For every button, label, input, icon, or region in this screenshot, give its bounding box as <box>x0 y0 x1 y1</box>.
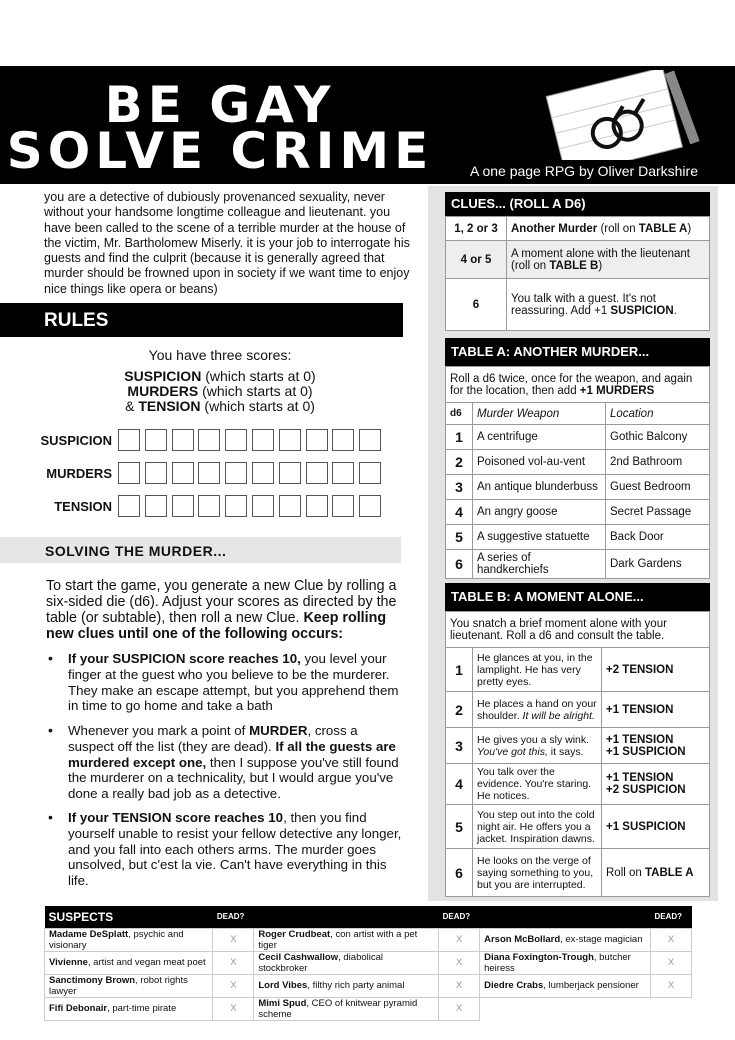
table-row <box>446 367 710 403</box>
moment-text: You step out into the cold night air. He offers you a jacket. Inspiration dawns. <box>473 805 602 849</box>
dead-checkbox[interactable]: X <box>439 974 480 997</box>
table-b-title: TABLE B: A MOMENT ALONE... <box>445 583 710 611</box>
suspects-table <box>44 906 692 1021</box>
suspect-name: Diana Foxington-Trough, butcher heiress <box>480 951 651 974</box>
score-checkbox[interactable] <box>225 495 247 517</box>
score-checkbox[interactable] <box>118 462 140 484</box>
score-checkbox[interactable] <box>145 462 167 484</box>
suspects-header <box>45 906 692 928</box>
score-checkbox[interactable] <box>145 429 167 451</box>
bullet-dot: • <box>48 722 53 738</box>
score-checkbox[interactable] <box>198 429 220 451</box>
location-cell: 2nd Bathroom <box>606 450 710 475</box>
clues-title: CLUES... (ROLL A D6) <box>445 192 710 216</box>
header-spacer <box>480 906 651 928</box>
moment-effect: +1 SUSPICION <box>602 805 710 849</box>
suspect-name: Mimi Spud, CEO of knitwear pyramid scheme <box>254 997 439 1020</box>
moment-text: He gives you a sly wink. You've got this, it says. <box>473 728 602 764</box>
score-checkbox[interactable] <box>252 462 274 484</box>
suspects-title: SUSPECTS <box>45 906 213 928</box>
score-checkbox[interactable] <box>306 462 328 484</box>
table-a-desc: Roll a d6 twice, once for the weapon, and again for the location, then add +1 MURDERS <box>446 367 710 403</box>
location-cell: Guest Bedroom <box>606 475 710 500</box>
score-checkbox[interactable] <box>359 495 381 517</box>
suspect-name: Lord Vibes, filthy rich party animal <box>254 974 439 997</box>
dead-checkbox[interactable]: X <box>651 951 692 974</box>
roll-number: 5 <box>446 525 473 550</box>
score-checkbox[interactable] <box>306 495 328 517</box>
weapon-cell: A suggestive statuette <box>473 525 606 550</box>
title-line-2: SOLVE CRIME <box>6 122 434 180</box>
dead-header: DEAD? <box>213 906 254 928</box>
roll-number: 4 <box>446 500 473 525</box>
moment-text: He looks on the verge of saying something to you, but you are interrupted. <box>473 849 602 897</box>
clue-text: A moment alone with the lieutenant (roll on TABLE B) <box>507 241 710 279</box>
table-row <box>446 525 710 550</box>
col-header: d6 <box>446 403 473 425</box>
rules-title: RULES <box>44 310 109 331</box>
location-cell: Secret Passage <box>606 500 710 525</box>
table-row <box>45 928 692 951</box>
col-header: Location <box>606 403 710 425</box>
suspect-name: Arson McBollard, ex-stage magician <box>480 928 651 951</box>
roll-number: 6 <box>446 849 473 897</box>
tracker-label-murders: MURDERS <box>46 466 112 481</box>
moment-text: You talk over the evidence. You're staring. He notices. <box>473 764 602 805</box>
table-row <box>446 279 710 331</box>
weapon-cell: Poisoned vol-au-vent <box>473 450 606 475</box>
table-a-title: TABLE A: ANOTHER MURDER... <box>445 338 710 366</box>
dead-checkbox[interactable]: X <box>213 928 254 951</box>
weapon-cell: A centrifuge <box>473 425 606 450</box>
table-header-row <box>446 403 710 425</box>
score-checkbox[interactable] <box>172 429 194 451</box>
score-checkbox[interactable] <box>332 429 354 451</box>
dead-header: DEAD? <box>651 906 692 928</box>
table-row <box>446 500 710 525</box>
notepad-gay-symbol-icon <box>545 70 705 160</box>
score-checkbox[interactable] <box>279 429 301 451</box>
dead-checkbox[interactable]: X <box>439 997 480 1020</box>
clue-roll: 1, 2 or 3 <box>446 217 507 241</box>
roll-number: 5 <box>446 805 473 849</box>
score-checkbox[interactable] <box>279 495 301 517</box>
clue-text: You talk with a guest. It's not reassuring. Add +1 SUSPICION. <box>507 279 710 331</box>
dead-header: DEAD? <box>439 906 480 928</box>
weapon-cell: An antique blunderbuss <box>473 475 606 500</box>
roll-number: 2 <box>446 450 473 475</box>
suspect-name: Diedre Crabs, lumberjack pensioner <box>480 974 651 997</box>
header-spacer <box>254 906 439 928</box>
rule-bullet-tension: If your TENSION score reaches 10, then you find yourself unable to resist your fellow detective any longer, and you fall into each others arms. The murder goes unsolved, but c'est la vie. Can't have everything in this life. <box>68 810 402 889</box>
location-cell: Gothic Balcony <box>606 425 710 450</box>
roll-number: 4 <box>446 764 473 805</box>
dead-checkbox[interactable]: X <box>651 928 692 951</box>
title-line-1: BE GAY <box>104 76 336 134</box>
suspect-name: Vivienne, artist and vegan meat poet <box>45 951 213 974</box>
bullet-dot: • <box>48 650 53 666</box>
clue-roll: 4 or 5 <box>446 241 507 279</box>
score-checkbox[interactable] <box>306 429 328 451</box>
table-row <box>446 805 710 849</box>
moment-text: He places a hand on your shoulder. It will be alright. <box>473 692 602 728</box>
clue-text: Another Murder (roll on TABLE A) <box>507 217 710 241</box>
solving-intro: To start the game, you generate a new Clue by rolling a six-sided die (d6). Adjust your scores as directed by the table (or subtable), then roll a new Clue. Keep rolling new clues until one of the following occurs: <box>46 578 397 642</box>
score-checkbox[interactable] <box>332 462 354 484</box>
clue-roll: 6 <box>446 279 507 331</box>
score-line-tension: & TENSION (which starts at 0) <box>125 398 315 414</box>
score-checkbox[interactable] <box>359 429 381 451</box>
score-checkbox[interactable] <box>225 462 247 484</box>
table-row <box>446 728 710 764</box>
score-checkbox[interactable] <box>279 462 301 484</box>
table-row <box>446 425 710 450</box>
score-checkbox[interactable] <box>252 495 274 517</box>
score-checkbox[interactable] <box>172 495 194 517</box>
rule-bullet-suspicion: If your SUSPICION score reaches 10, you level your finger at the guest who you believe to be the murderer. They make an escape attempt, but you apprehend them in time to go home and take a bath <box>68 651 399 714</box>
clues-table <box>445 216 710 331</box>
rule-bullet-murder: Whenever you mark a point of MURDER, cross a suspect off the list (they are dead). If all the guests are murdered except one, then I suppose you've still found the murderer on a technicality, but I would argue you've done a really bad job as a detective. <box>68 723 399 802</box>
table-row <box>446 764 710 805</box>
suspect-name: Madame DeSplatt, psychic and visionary <box>45 928 213 951</box>
roll-number: 6 <box>446 550 473 579</box>
score-line-suspicion: SUSPICION (which starts at 0) <box>124 368 316 384</box>
col-header: Murder Weapon <box>473 403 606 425</box>
empty-cell <box>480 997 692 1020</box>
score-line-murders: MURDERS (which starts at 0) <box>127 383 313 399</box>
score-checkbox[interactable] <box>198 495 220 517</box>
suspect-name: Roger Crudbeat, con artist with a pet tiger <box>254 928 439 951</box>
table-row <box>446 550 710 579</box>
roll-number: 3 <box>446 475 473 500</box>
suspect-name: Sanctimony Brown, robot rights lawyer <box>45 974 213 997</box>
table-row <box>446 241 710 279</box>
score-checkbox[interactable] <box>198 462 220 484</box>
table-row <box>446 217 710 241</box>
moment-effect: +2 TENSION <box>602 648 710 692</box>
dead-checkbox[interactable]: X <box>213 951 254 974</box>
dead-checkbox[interactable]: X <box>651 974 692 997</box>
roll-number: 2 <box>446 692 473 728</box>
table-row <box>446 450 710 475</box>
solving-title: SOLVING THE MURDER... <box>45 543 227 559</box>
subtitle: A one page RPG by Oliver Darkshire <box>470 163 698 179</box>
moment-effect: +1 TENSION <box>602 692 710 728</box>
moment-effect: +1 TENSION +2 SUSPICION <box>602 764 710 805</box>
dead-checkbox[interactable]: X <box>439 951 480 974</box>
weapon-cell: A series of handkerchiefs <box>473 550 606 579</box>
score-checkbox[interactable] <box>172 462 194 484</box>
roll-number: 1 <box>446 648 473 692</box>
table-row <box>446 692 710 728</box>
location-cell: Back Door <box>606 525 710 550</box>
score-checkbox[interactable] <box>332 495 354 517</box>
suspect-name: Cecil Cashwallow, diabolical stockbroker <box>254 951 439 974</box>
score-checkbox[interactable] <box>359 462 381 484</box>
table-row <box>446 475 710 500</box>
table-row <box>446 648 710 692</box>
bullet-dot: • <box>48 809 53 825</box>
table-row <box>45 997 692 1020</box>
moment-effect: +1 TENSION +1 SUSPICION <box>602 728 710 764</box>
score-checkbox[interactable] <box>118 429 140 451</box>
scores-intro: You have three scores: <box>148 347 292 363</box>
score-checkbox[interactable] <box>225 429 247 451</box>
table-row <box>45 951 692 974</box>
score-checkbox[interactable] <box>118 495 140 517</box>
table-row <box>45 974 692 997</box>
table-b <box>445 611 710 897</box>
moment-text: He glances at you, in the lamplight. He has very pretty eyes. <box>473 648 602 692</box>
tracker-label-suspicion: SUSPICION <box>40 433 112 448</box>
suspect-name: Fifi Debonair, part-time pirate <box>45 997 213 1020</box>
score-checkbox[interactable] <box>252 429 274 451</box>
roll-number: 1 <box>446 425 473 450</box>
location-cell: Dark Gardens <box>606 550 710 579</box>
roll-number: 3 <box>446 728 473 764</box>
score-checkbox[interactable] <box>145 495 167 517</box>
dead-checkbox[interactable]: X <box>439 928 480 951</box>
table-a <box>445 366 710 579</box>
table-b-desc: You snatch a brief moment alone with your lieutenant. Roll a d6 and consult the table. <box>446 612 710 648</box>
table-row <box>446 849 710 897</box>
intro-text: you are a detective of dubiously provenanced sexuality, never without your handsome longtime colleague and lieutenant. you have been called to the scene of a terrible murder at the house of the victim, Mr. Bartholomew Miserly. it is your job to interrogate his guests and find the culprit (because it is generally agreed that murder should be frowned upon in society if we want time to enjoy nice things like opera or beans) <box>44 190 410 296</box>
table-row <box>446 612 710 648</box>
weapon-cell: An angry goose <box>473 500 606 525</box>
dead-checkbox[interactable]: X <box>213 997 254 1020</box>
moment-effect: Roll on TABLE A <box>602 849 710 897</box>
dead-checkbox[interactable]: X <box>213 974 254 997</box>
tracker-label-tension: TENSION <box>54 499 112 514</box>
